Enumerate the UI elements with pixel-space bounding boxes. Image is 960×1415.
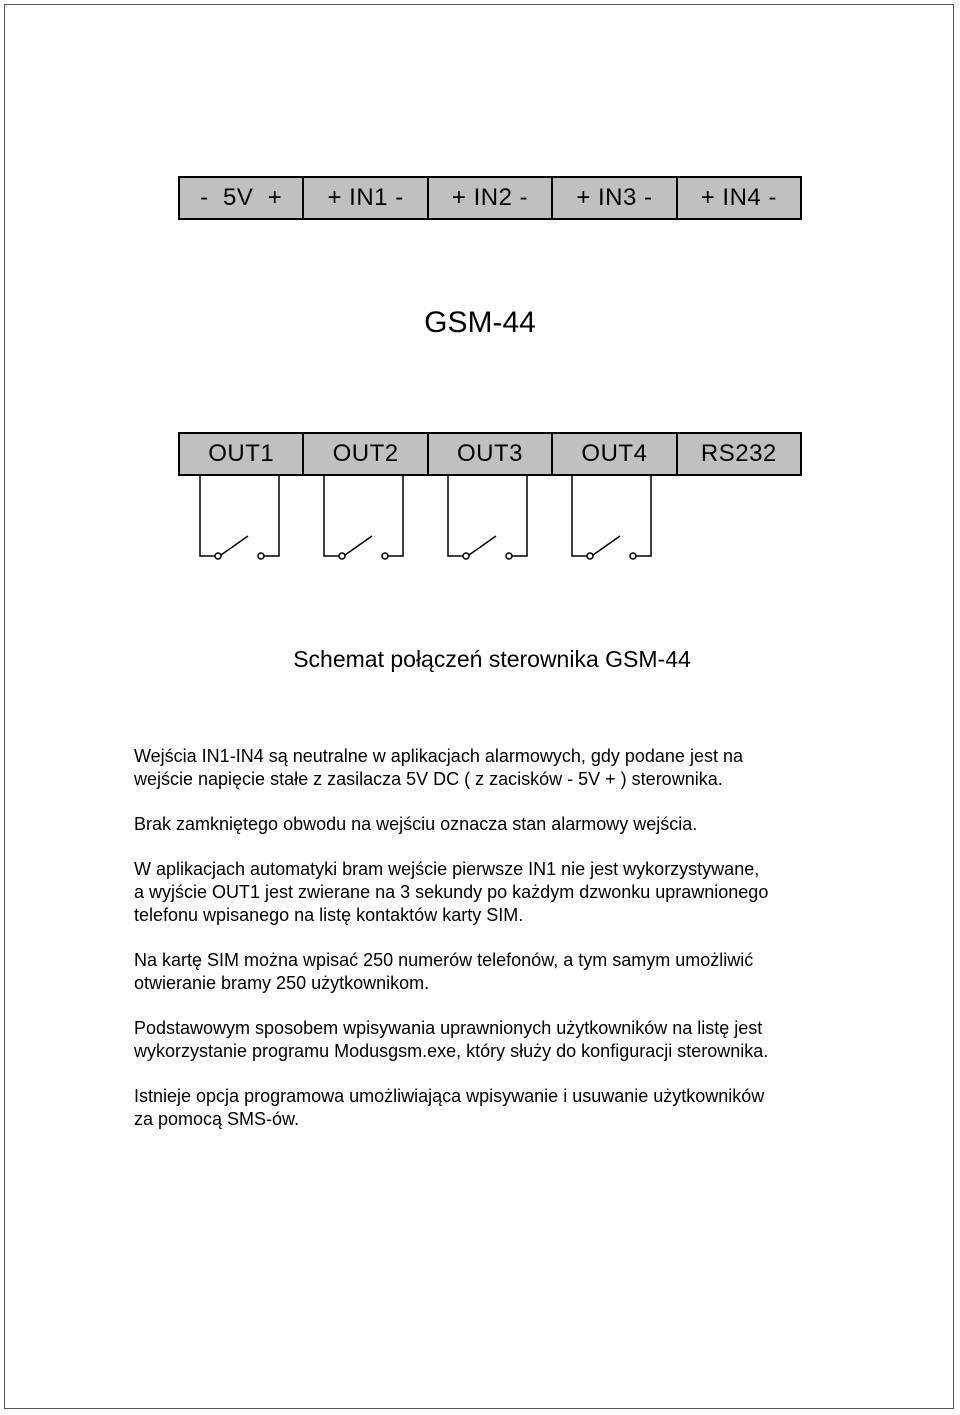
terminal-out2: OUT2 xyxy=(304,434,428,474)
terminal-out4: OUT4 xyxy=(553,434,677,474)
terminal-out3: OUT3 xyxy=(429,434,553,474)
relay-contacts-diagram xyxy=(178,476,802,576)
terminal-in3: + IN3 - xyxy=(553,178,677,218)
device-name: GSM-44 xyxy=(424,306,536,339)
paragraph-sms-option: Istnieje opcja programowa umożliwiająca wpisywanie i usuwanie użytkowników za pomocą SMS-ów. xyxy=(134,1086,765,1129)
output-terminal-strip xyxy=(178,432,802,476)
paragraph-sim-capacity: Na kartę SIM można wpisać 250 numerów telefonów, a tym samym umożliwić otwieranie bramy 250 użytkownikom. xyxy=(134,950,754,993)
terminal-in1: + IN1 - xyxy=(304,178,428,218)
paragraph-configuration: Podstawowym sposobem wpisywania uprawnionych użytkowników na listę jest wykorzystanie programu Modusgsm.exe, który służy do konfiguracji sterownika. xyxy=(134,1018,769,1061)
terminal-out1: OUT1 xyxy=(180,434,304,474)
relay-contact-out3 xyxy=(448,476,527,559)
description-text xyxy=(134,745,874,1153)
paragraph-alarm-state: Brak zamkniętego obwodu na wejściu oznacza stan alarmowy wejścia. xyxy=(134,814,698,834)
terminal-in4: + IN4 - xyxy=(700,184,777,211)
relay-contact-out2 xyxy=(324,476,403,559)
relay-contact-out1 xyxy=(200,476,279,559)
relay-contact-out4 xyxy=(572,476,651,559)
terminal-5v: - 5V + xyxy=(180,178,304,218)
terminal-in2: + IN2 - xyxy=(429,178,553,218)
paragraph-gate-automation: W aplikacjach automatyki bram wejście pierwsze IN1 nie jest wykorzystywane, a wyjście OUT1 jest zwierane na 3 sekundy po każdym dzwonku uprawnionego telefonu wpisanego na listę kontaktów karty SIM. xyxy=(134,859,769,925)
paragraph-inputs: Wejścia IN1-IN4 są neutralne w aplikacjach alarmowych, gdy podane jest na wejście napięcie stałe z zasilacza 5V DC ( z zacisków - 5V + ) sterownika. xyxy=(134,746,743,789)
input-terminal-strip xyxy=(178,176,802,220)
terminal-rs232: RS232 xyxy=(700,440,777,467)
schema-title: Schemat połączeń sterownika GSM-44 xyxy=(293,646,691,672)
